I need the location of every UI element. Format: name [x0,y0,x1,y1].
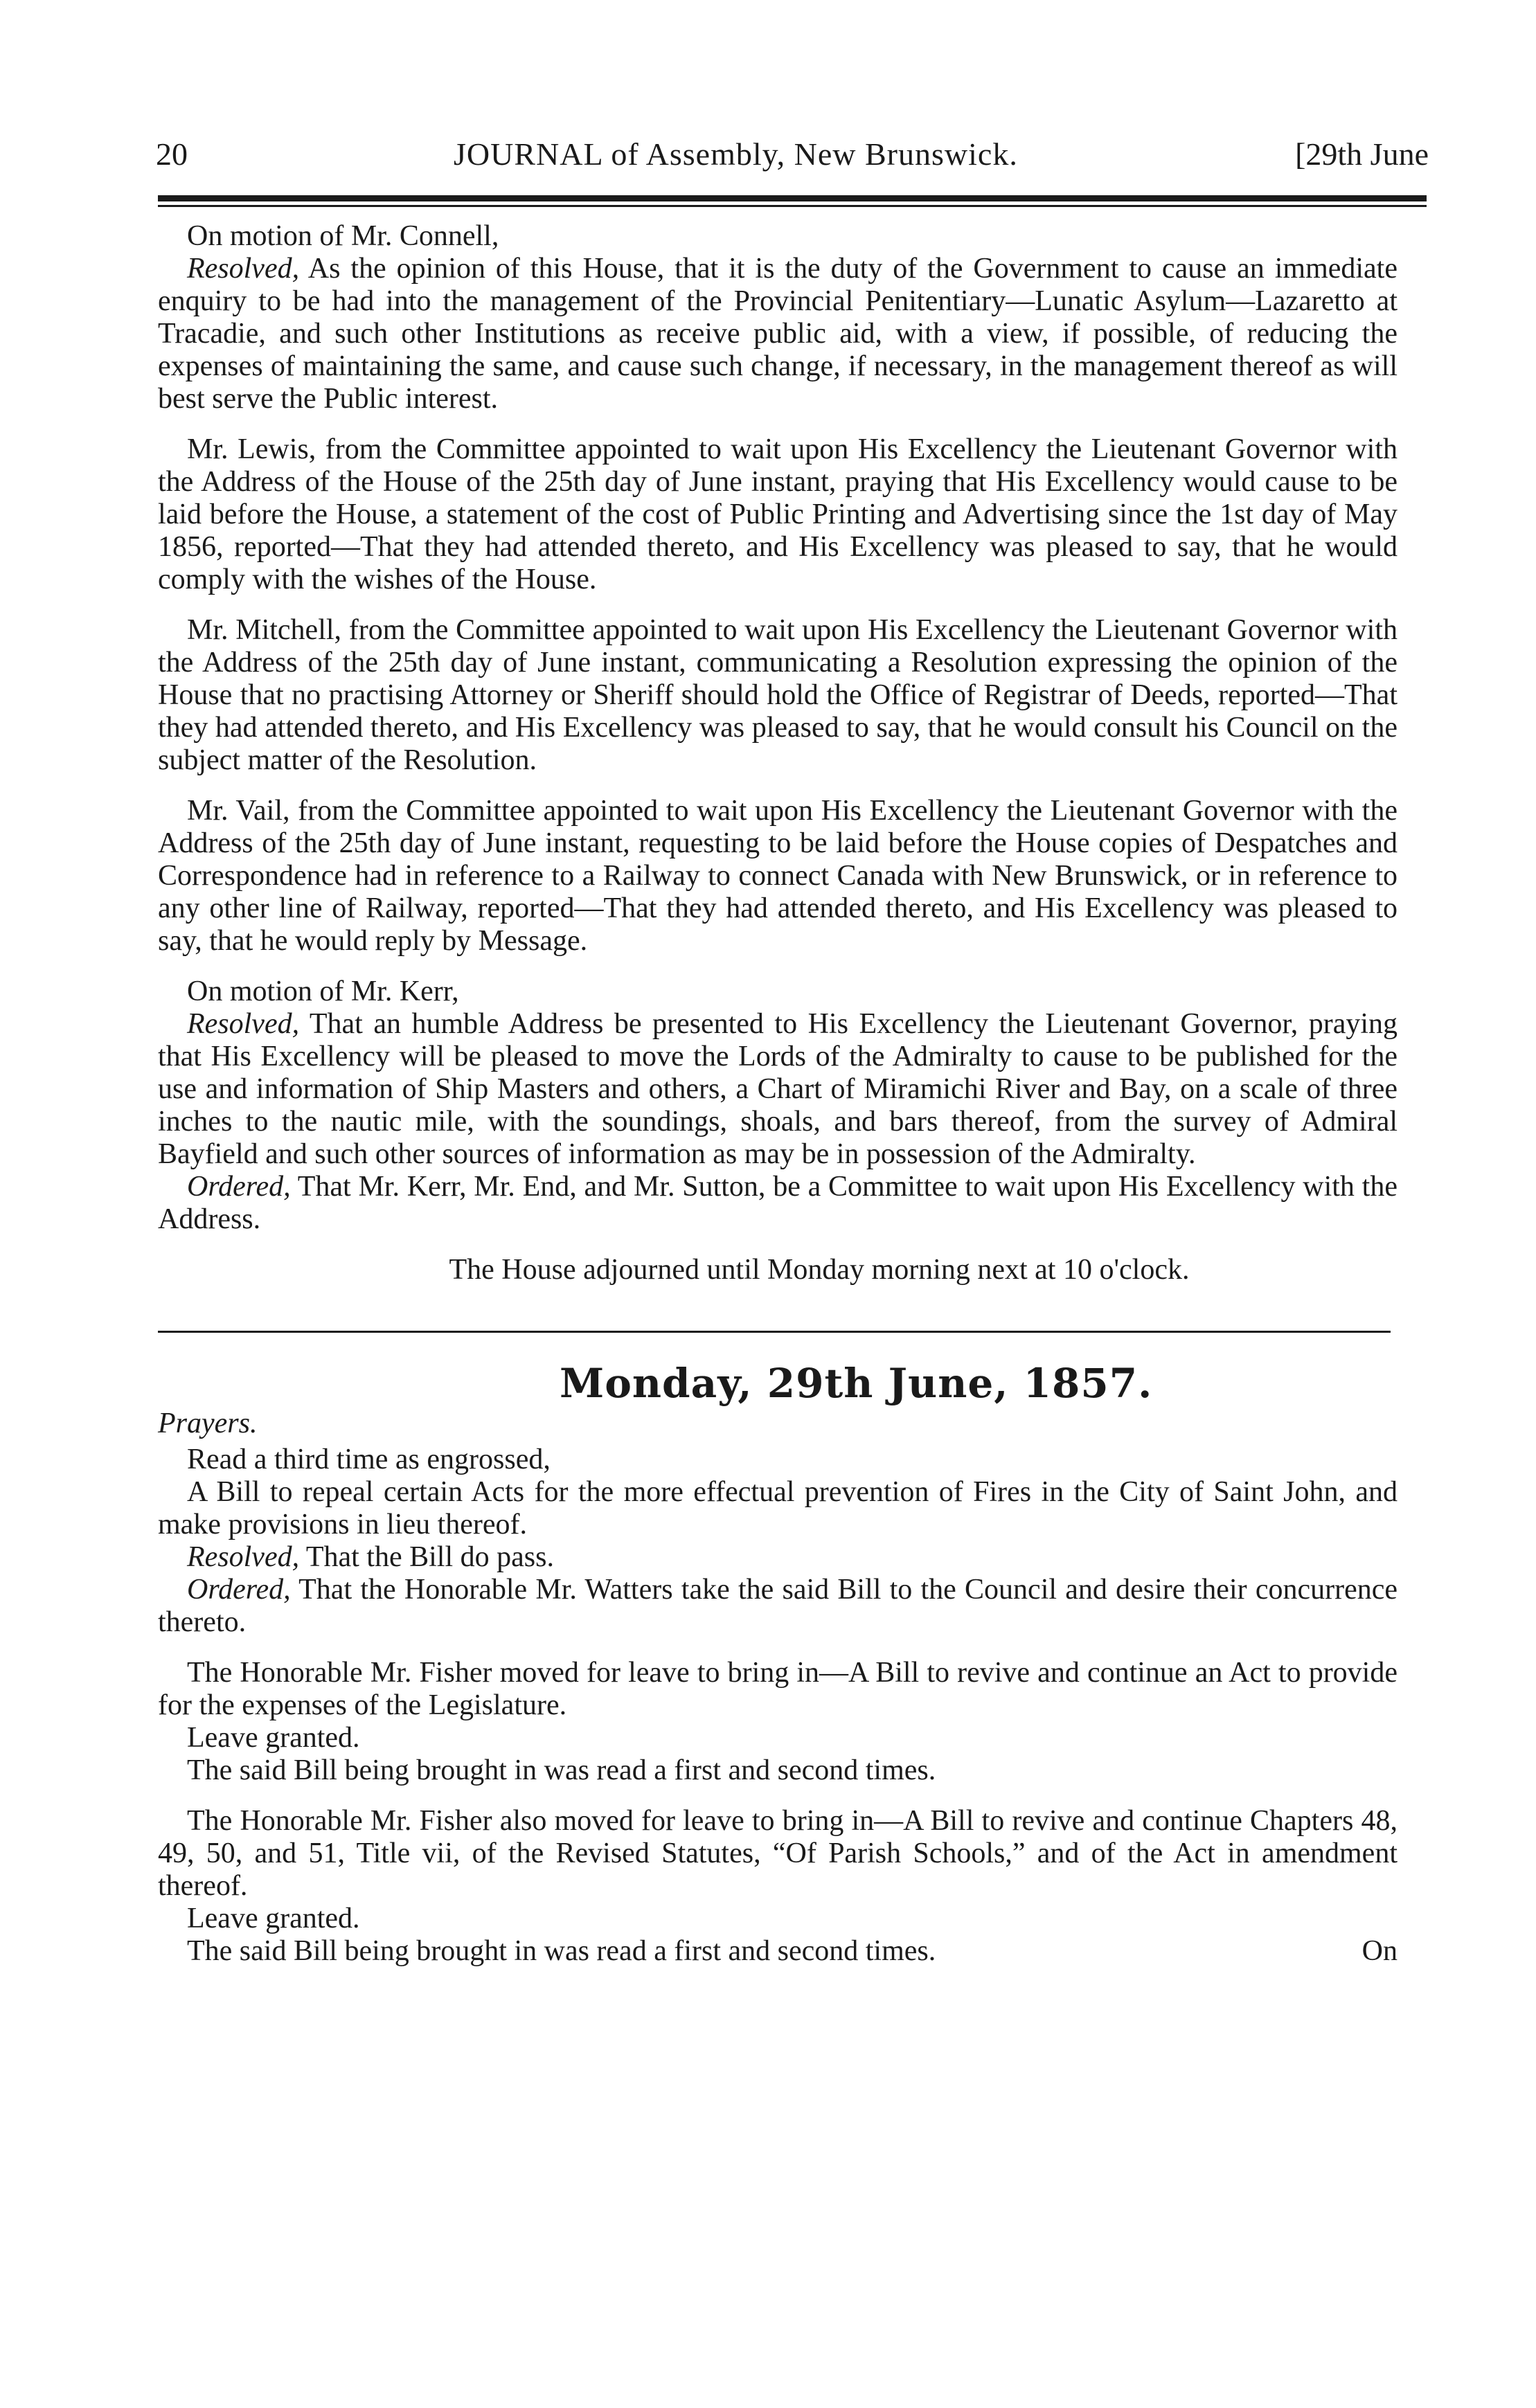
ordered-label: Ordered, [187,1574,291,1606]
bill-read-notice-final [158,1935,1397,1968]
header-rule-thick [158,195,1427,201]
resolution-bill-pass-text: That the Bill do pass. [305,1541,554,1573]
section-divider [158,1331,1391,1333]
motion-connell: On motion of Mr. Connell, [187,220,499,252]
order-watters-text: That the Honorable Mr. Watters take the said Bill to the Council and desire their concurrence thereto. [158,1574,1397,1638]
page-number: 20 [156,136,188,172]
order-watters [158,1574,1397,1639]
resolution-connell [158,253,1397,415]
motion-kerr: On motion of Mr. Kerr, [187,976,459,1007]
resolution-connell-text: As the opinion of this House, that it is the duty of the Government to cause an immediate enquiry to be had into the management of the Provincial Penitentiary—Lunatic Asylum—Lazaretto at Tracadie, and such other Institutions as receive public aid, with a view, if possible, of reducing the expenses of maintaining the same, and cause such change, if necessary, in the management thereof as will best serve the Public interest. [158,253,1397,415]
header-rule-thin [158,205,1427,207]
running-title: JOURNAL of Assembly, New Brunswick. [454,136,1018,172]
order-kerr-text: That Mr. Kerr, Mr. End, and Mr. Sutton, be a Committee to wait upon His Excellency with the Address. [158,1171,1397,1235]
report-lewis: Mr. Lewis, from the Committee appointed to wait upon His Excellency the Lieutenant Governor with the Address of the House of the 25th day of June instant, praying that His Excellency would cause to be laid before the House, a statement of the cost of Public Printing and Advertising since the 1st day of May 1856, reported—That they had attended thereto, and His Excellency was pleased to say, that he would comply with the wishes of the House. [158,433,1397,595]
resolution-bill-pass [158,1541,1397,1574]
prayers-label: Prayers. [158,1408,258,1439]
bill-read-notice: The said Bill being brought in was read a first and second times. [187,1754,936,1786]
bill-fires-saint-john: A Bill to repeal certain Acts for the more effectual prevention of Fires in the City of Saint John, and make provisions in lieu thereof. [158,1476,1397,1540]
resolved-label: Resolved, [187,253,300,285]
report-vail: Mr. Vail, from the Committee appointed to wait upon His Excellency the Lieutenant Governor with the Address of the 25th day of June instant, requesting to be laid before the House copies of Despatches and Correspondence had in reference to a Railway to connect Canada with New Brunswick, or in reference to any other line of Railway, reported—That they had attended thereto, and His Excellency was pleased to say, that he would reply by Message. [158,795,1397,957]
header-date: [29th June [1295,136,1429,172]
motion-fisher-schools: The Honorable Mr. Fisher also moved for leave to bring in—A Bill to revive and continue Chapters 48, 49, 50, and 51, Title vii, of the Revised Statutes, “Of Parish Schools,” and of the Act in amendment thereof. [158,1805,1397,1902]
page-body [158,220,1397,1968]
read-third-time: Read a third time as engrossed, [187,1444,551,1475]
day-heading-row [158,1360,1397,1444]
ordered-label: Ordered, [187,1171,291,1203]
day-heading: Monday, 29th June, 1857. [560,1360,1153,1407]
resolution-kerr [158,1008,1397,1171]
order-kerr [158,1171,1397,1236]
resolved-label: Resolved, [187,1008,300,1040]
adjournment-notice: The House adjourned until Monday morning next at 10 o'clock. [449,1254,1190,1286]
motion-fisher-legislature: The Honorable Mr. Fisher moved for leave to bring in—A Bill to revive and continue an Act to provide for the expenses of the Legislature. [158,1657,1397,1721]
report-mitchell: Mr. Mitchell, from the Committee appointed to wait upon His Excellency the Lieutenant Governor with the Address of the 25th day of June instant, communicating a Resolution expressing the opinion of the House that no practising Attorney or Sheriff should hold the Office of Registrar of Deeds, reported—That they had attended thereto, and His Excellency was pleased to say, that he would consult his Council on the subject matter of the Resolution. [158,614,1397,776]
leave-granted: Leave granted. [187,1903,360,1934]
bill-read-notice-text: The said Bill being brought in was read a first and second times. [187,1935,936,1967]
page-header [156,130,1429,179]
resolution-kerr-text: That an humble Address be presented to His Excellency the Lieutenant Governor, praying that His Excellency will be pleased to move the Lords of the Admiralty to cause to be published for the use and information of Ship Masters and others, a Chart of Miramichi River and Bay, on a scale of three inches to the nautic mile, with the soundings, shoals, and bars thereof, from the survey of Admiral Bayfield and such other sources of information as may be in possession of the Admiralty. [158,1008,1398,1170]
catchword: On [1361,1935,1397,1967]
resolved-label: Resolved, [187,1541,300,1573]
leave-granted: Leave granted. [187,1722,360,1754]
